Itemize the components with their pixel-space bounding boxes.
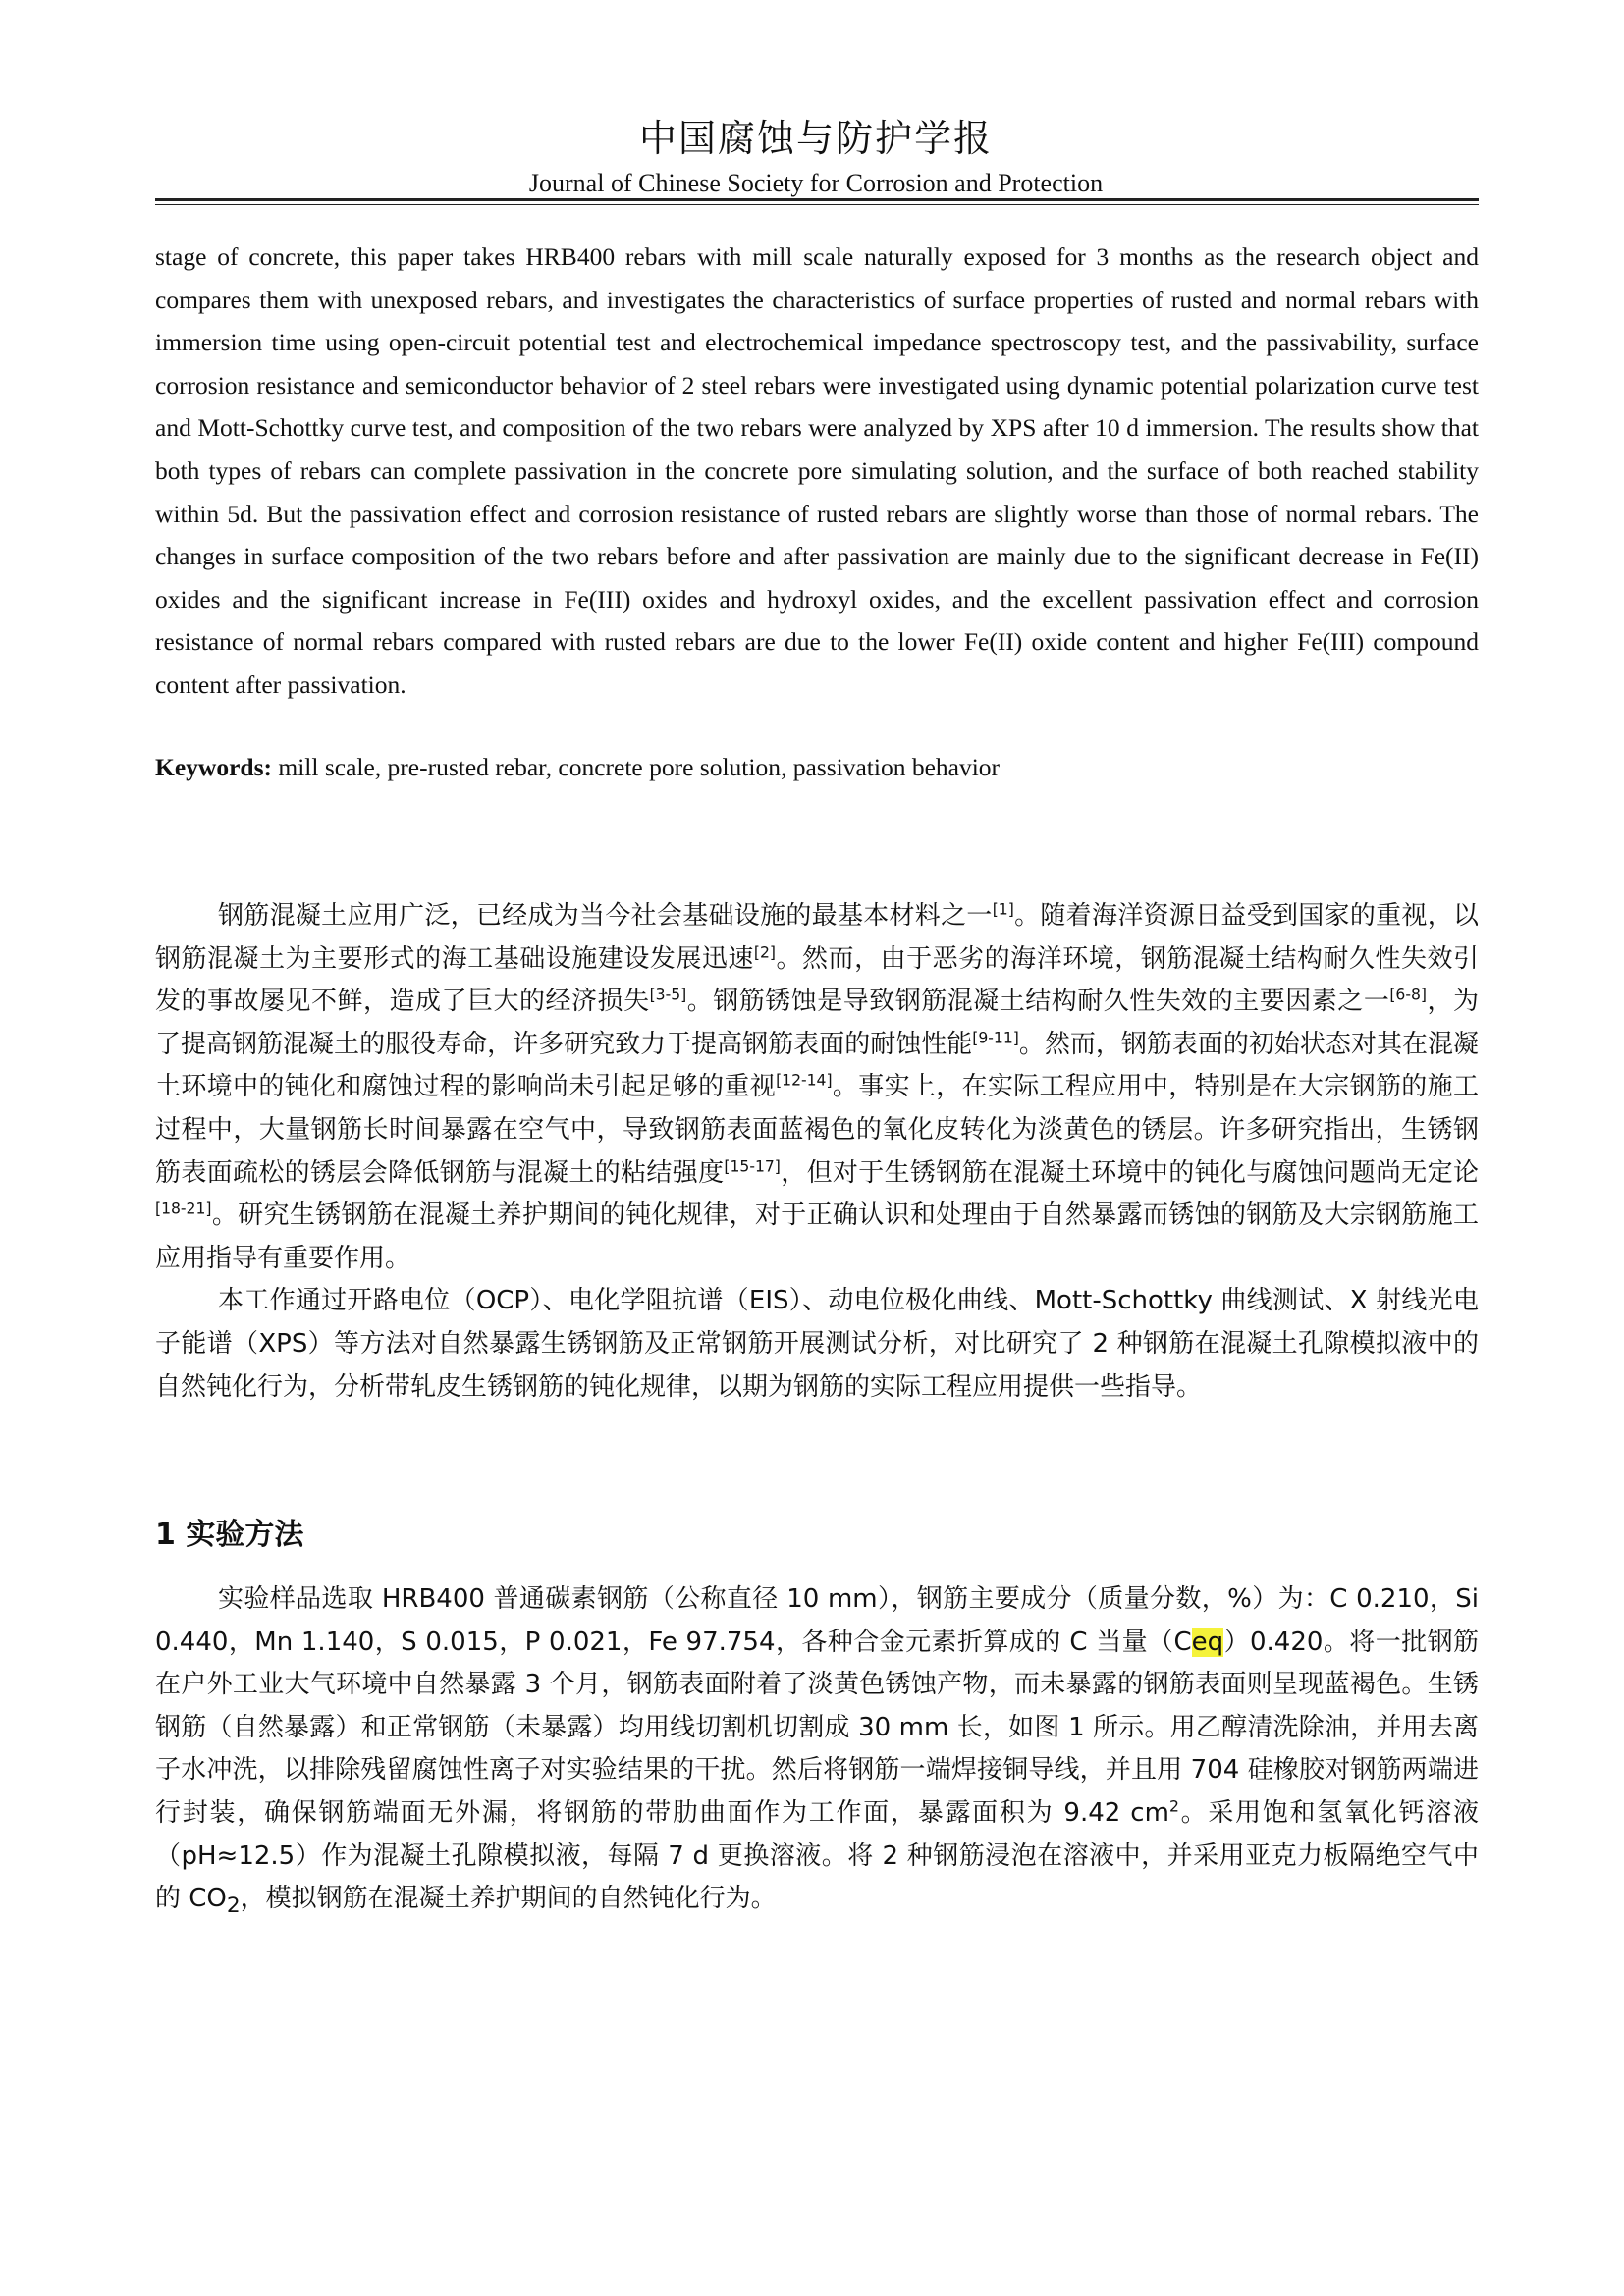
methods-text: ，模拟钢筋在混凝土养护期间的自然钝化行为。	[240, 1884, 777, 1914]
methods-text: 。采用饱和氢氧化钙溶液（pH≈12.5）作为混凝土孔隙模拟液，每隔 7 d 更换溶液。将 2 种钢筋浸泡在溶液中，并采用亚克力板隔绝空气中的 CO	[155, 1797, 1479, 1914]
intro-text: ，为了提高钢筋混凝土的服役寿命，许多研究致力于提高钢筋表面的耐蚀性能	[155, 987, 1479, 1059]
intro-text: 。随着海洋资源日益受到国家的重视，以钢筋混凝土为主要形式的海工基础设施建设发展迅速	[155, 901, 1479, 974]
intro-text: 。研究生锈钢筋在混凝土养护期间的钝化规律，对于正确认识和处理由于自然暴露而锈蚀的钢筋及大宗钢筋施工应用指导有重要作用。	[155, 1201, 1479, 1273]
header-rule-thick	[155, 198, 1479, 201]
area-unit-superscript: 2	[1168, 1797, 1179, 1816]
intro-text: 。然而，由于恶劣的海洋环境，钢筋混凝土结构耐久性失效引发的事故屡见不鲜，造成了巨大的经济损失	[155, 943, 1479, 1017]
journal-title-cn: 中国腐蚀与防护学报	[638, 117, 993, 160]
keywords-label: Keywords:	[155, 753, 272, 781]
citation: [9-11]	[972, 1029, 1019, 1047]
citation: [3-5]	[649, 986, 687, 1004]
highlighted-subscript: eq	[1191, 1627, 1224, 1657]
keywords-text: mill scale, pre-rusted rebar, concrete pore solution, passivation behavior	[271, 753, 1001, 781]
intro-text: 。事实上，在实际工程应用中，特别是在大宗钢筋的施工过程中，大量钢筋长时间暴露在空气中，导致钢筋表面蓝褐色的氧化皮转化为淡黄色的锈层。许多研究指出，生锈钢筋表面疏松的锈层会降低钢筋与混凝土的粘结强度	[155, 1072, 1479, 1188]
journal-title-en: Journal of Chinese Society for Corrosion and Protection	[528, 169, 1104, 197]
intro-paragraph-1	[155, 895, 1479, 1280]
citation: [6-8]	[1389, 986, 1427, 1004]
methods-text: 实验样品选取 HRB400 普通碳素钢筋（公称直径 10 mm），钢筋主要成分（质量分数，%）为：C 0.210，Si 0.440，Mn 1.140，S 0.015，P 0.021，Fe 97.754，各种合金元素折算成的 C 当量（C	[155, 1584, 1479, 1657]
methods-text: ）0.420。将一批钢筋在户外工业大气环境中自然暴露 3 个月，钢筋表面附着了淡黄色锈蚀产物，而未暴露的钢筋表面则呈现蓝褐色。生锈钢筋（自然暴露）和正常钢筋（未暴露）均用线切割机切割成 30 mm 长，如图 1 所示。用乙醇清洗除油，并用去离子水冲洗，以排除残留腐蚀性离子对实验结果的干扰。然后将钢筋一端焊接铜导线，并且用 704 硅橡胶对钢筋两端进行封装，确保钢筋端面无外漏，将钢筋的带肋曲面作为工作面，暴露面积为 9.42 cm	[155, 1627, 1479, 1828]
section-title-methods: 1 实验方法	[155, 1518, 304, 1552]
intro-text: 钢筋混凝土应用广泛，已经成为当今社会基础设施的最基本材料之一	[218, 901, 993, 931]
intro-text: 。钢筋锈蚀是导致钢筋混凝土结构耐久性失效的主要因素之一	[686, 987, 1390, 1017]
introduction	[155, 895, 1479, 1409]
keywords-line	[155, 748, 1479, 787]
journal-header	[153, 114, 1479, 200]
abstract-english: stage of concrete, this paper takes HRB400 rebars with mill scale naturally exposed for 3 months as the research object and compares them with unexposed rebars, and investigates the characteristics of surface properties of rusted and normal rebars with immersion time using open-circuit potential test and electrochemical impedance spectroscopy test, and the passivability, surface corrosion resistance and semiconductor behavior of 2 steel rebars were investigated using dynamic potential polarization curve test and Mott-Schottky curve test, and composition of the two rebars were analyzed by XPS after 10 d immersion. The results show that both types of rebars can complete passivation in the concrete pore simulating solution, and the surface of both reached stability within 5d. But the passivation effect and corrosion resistance of rusted rebars are slightly worse than those of normal rebars. The changes in surface composition of the two rebars before and after passivation are mainly due to the significant decrease in Fe(II) oxides and the significant increase in Fe(III) oxides and hydroxyl oxides, and the excellent passivation effect and corrosion resistance of normal rebars compared with rusted rebars are due to the lower Fe(II) oxide content and higher Fe(III) compound content after passivation.	[155, 242, 1479, 699]
header-rule-thin	[155, 204, 1479, 205]
intro-paragraph-2: 本工作通过开路电位（OCP）、电化学阻抗谱（EIS）、动电位极化曲线、Mott-Schottky 曲线测试、X 射线光电子能谱（XPS）等方法对自然暴露生锈钢筋及正常钢筋开展测试分析，对比研究了 2 种钢筋在混凝土孔隙模拟液中的自然钝化行为，分析带轧皮生锈钢筋的钝化规律，以期为钢筋的实际工程应用提供一些指导。	[155, 1286, 1479, 1402]
methods-section	[155, 1578, 1479, 1928]
citation: [12-14]	[776, 1071, 833, 1090]
citation: [1]	[992, 900, 1014, 919]
citation: [2]	[753, 942, 776, 961]
co2-subscript: 2	[226, 1894, 241, 1919]
intro-text: 。然而，钢筋表面的初始状态对其在混凝土环境中的钝化和腐蚀过程的影响尚未引起足够的重视	[155, 1029, 1479, 1102]
citation: [15-17]	[724, 1156, 781, 1175]
intro-text: ，但对于生锈钢筋在混凝土环境中的钝化与腐蚀问题尚无定论	[780, 1157, 1479, 1188]
methods-paragraph	[155, 1578, 1479, 1928]
citation: [18-21]	[155, 1200, 212, 1218]
